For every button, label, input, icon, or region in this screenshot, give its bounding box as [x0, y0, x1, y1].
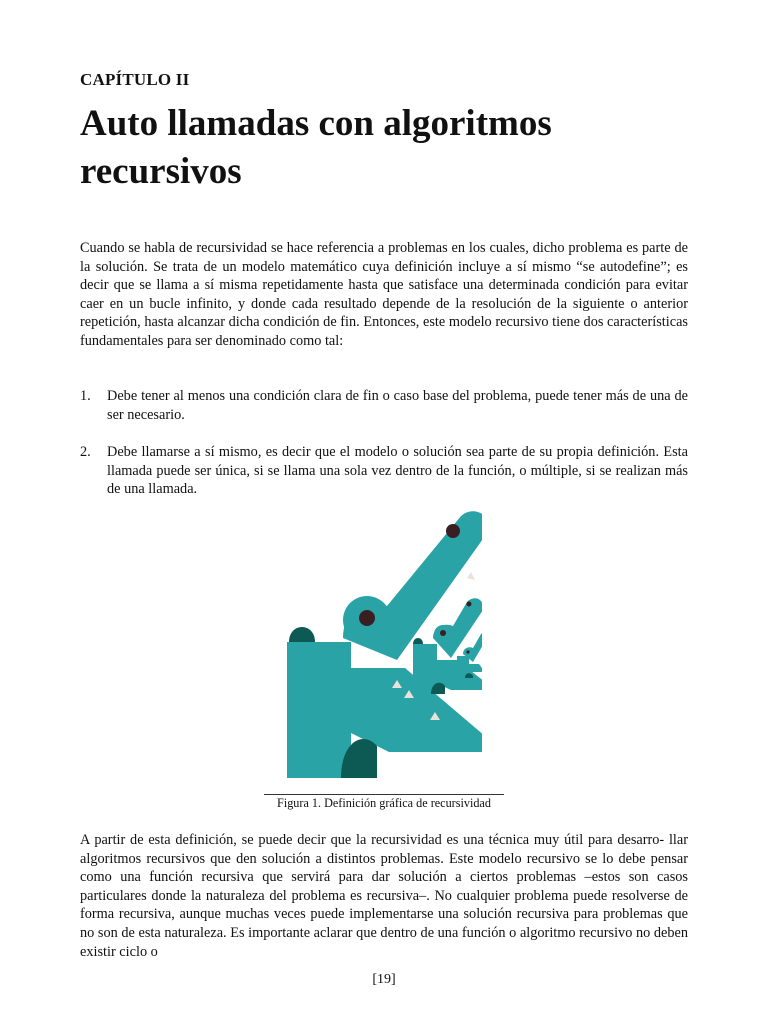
- chapter-label: CAPÍTULO II: [80, 70, 190, 89]
- list-item-number: 2.: [80, 444, 91, 460]
- list-item-number: 1.: [80, 388, 91, 404]
- list-item-text: Debe tener al menos una condición clara de fin o caso base del problema, puede tener más de una de ser necesario.: [107, 388, 688, 423]
- big-crocodile-back-bump: [289, 627, 315, 642]
- medium-crocodile-back-bump: [413, 638, 423, 644]
- big-crocodile-eye: [359, 610, 375, 626]
- page-number: [19]: [372, 972, 396, 987]
- medium-crocodile-eye: [440, 630, 446, 636]
- tooth: [467, 572, 475, 580]
- small-crocodile-eye: [466, 650, 469, 653]
- list-item: [80, 443, 688, 499]
- figure-caption: Figura 1. Definición gráfica de recursividad: [277, 796, 491, 810]
- chapter-title: Auto llamadas con algoritmos recursivos: [80, 103, 552, 192]
- body-paragraph: A partir de esta definición, se puede decir que la recursividad es una técnica muy útil para desarro- llar algoritmos recursivos que den solución a distintos problemas. Este modelo recursivo se lo debe pensar como una función recursiva que servirá para dar solución a ciertos problemas –estos son casos particulares donde la naturaleza del problema es recursiva–. No cualquier problema puede resolverse de forma recursiva, aunque muchas veces puede implementarse una solución recursiva para problemas que no son de esta naturaleza. Es importante aclarar que dentro de una función o algoritmo recursivo no deben existir ciclo o: [80, 832, 688, 960]
- list-item-text: Debe llamarse a sí mismo, es decir que el modelo o solución sea parte de su propia definición. Esta llamada puede ser única, si se llama una sola vez dentro de la función, o múltiple, si se realizan más de una llamada.: [107, 444, 688, 498]
- intro-paragraph: Cuando se habla de recursividad se hace referencia a problemas en los cuales, dicho problema es parte de la solución. Se trata de un modelo matemático cuya definición incluye a sí mismo “se autodefine”; es decir que se llama a sí misma repetidamente hasta que satisface una determinada condición para evitar caer en un bucle infinito, y donde cada resultado depende de la resolución de la siguiente o anterior repetición, hasta alcanzar dicha condición de fin. Entonces, este modelo recursivo tiene dos características fundamentales para ser denominado como tal:: [80, 240, 688, 349]
- big-crocodile-upper-eye: [446, 524, 460, 538]
- recursion-crocodile-illustration: [285, 510, 485, 778]
- list-item: [80, 387, 688, 424]
- medium-crocodile-upper-eye: [467, 602, 472, 607]
